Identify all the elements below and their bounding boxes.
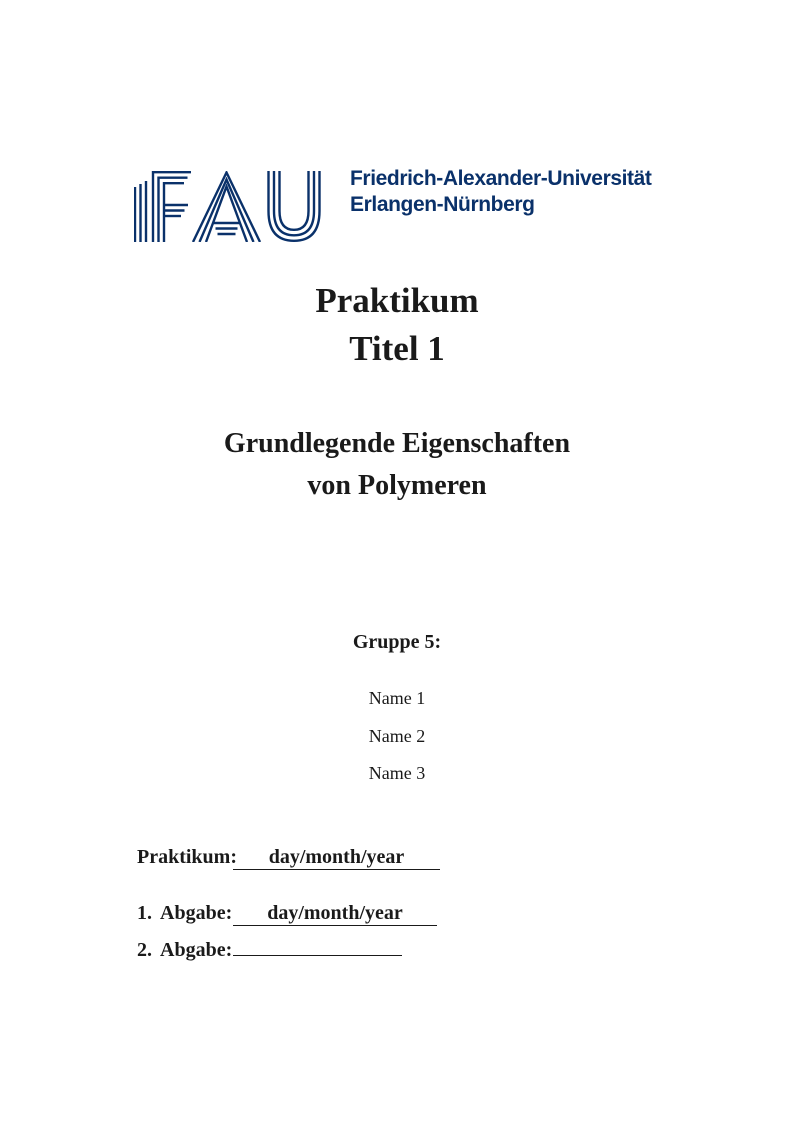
first-submission-number: 1. <box>137 902 152 924</box>
letter-a <box>193 173 260 243</box>
second-submission-row <box>137 938 402 962</box>
second-submission-number: 2. <box>137 939 152 961</box>
practical-date-row <box>137 845 440 870</box>
page-subtitle <box>0 423 794 507</box>
fau-wordmark <box>350 166 652 218</box>
second-submission-underline <box>233 955 402 956</box>
wordmark-line-1: Friedrich-Alexander-Universität <box>350 167 652 190</box>
title-line-1: Praktikum <box>315 281 479 320</box>
member-name: Name 1 <box>368 688 426 708</box>
first-submission-label: Abgabe: <box>160 902 233 924</box>
fau-logo-letters-icon <box>134 171 324 242</box>
fau-logo <box>134 171 324 242</box>
first-submission-value: day/month/year <box>267 902 403 924</box>
second-submission-label: Abgabe: <box>160 939 233 961</box>
page-title <box>0 277 794 373</box>
letter-f <box>135 172 191 242</box>
wordmark-line-2: Erlangen-Nürnberg <box>350 193 535 216</box>
first-submission-row <box>137 901 437 926</box>
practical-date-label: Praktikum: <box>137 846 237 868</box>
title-line-2: Titel 1 <box>349 329 445 368</box>
practical-date-underline <box>233 845 440 870</box>
practical-date-value: day/month/year <box>268 846 405 868</box>
first-submission-underline <box>233 901 437 926</box>
member-list <box>0 688 794 801</box>
letter-u <box>269 171 320 241</box>
group-heading: Gruppe 5: <box>352 631 442 653</box>
subtitle-line-1: Grundlegende Eigenschaften <box>223 428 571 459</box>
member-name: Name 3 <box>368 763 426 783</box>
subtitle-line-2: von Polymeren <box>307 470 487 501</box>
member-name: Name 2 <box>368 725 426 746</box>
